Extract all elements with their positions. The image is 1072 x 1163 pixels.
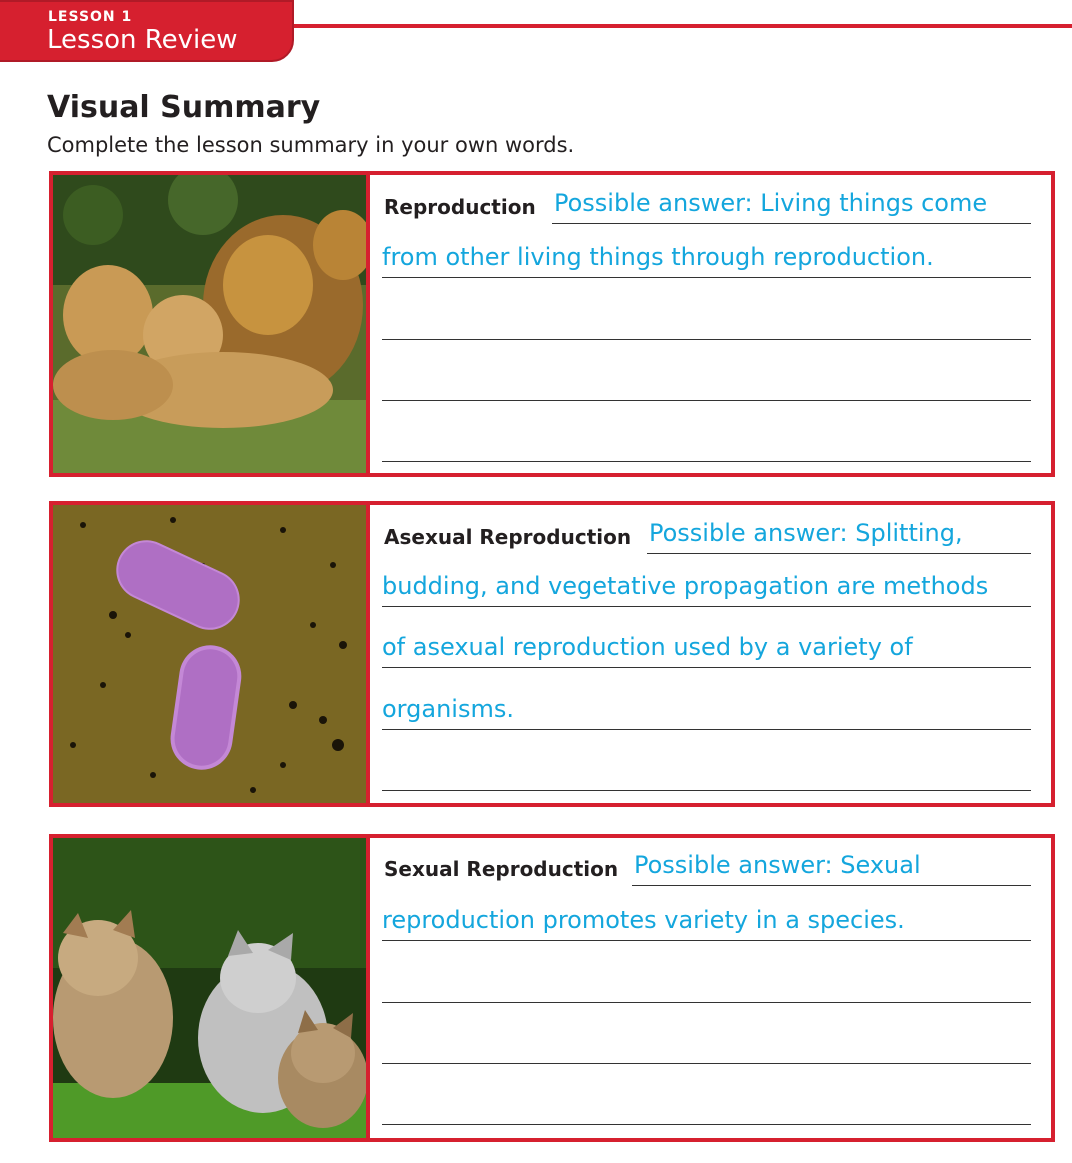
answer-text: Possible answer: Living things come [554,189,988,217]
answer-line-5[interactable] [382,731,1031,791]
answer-text: from other living things through reproduction. [382,243,934,271]
answer-line-2[interactable] [382,881,1031,941]
answer-line-1[interactable] [382,494,1031,554]
panel-label: Reproduction [384,195,536,219]
answer-line-2[interactable] [382,218,1031,278]
answer-line-2[interactable] [382,547,1031,607]
answer-line-3[interactable] [382,280,1031,340]
lesson-number: LESSON 1 [48,9,133,25]
summary-panel-reproduction [49,171,1055,477]
answer-line-1[interactable] [382,826,1031,886]
answer-line-1[interactable] [382,164,1031,224]
answer-line-4[interactable] [382,341,1031,401]
answer-text: of asexual reproduction used by a variety of [382,633,913,661]
bacterium-photo [53,505,370,803]
lesson-title: Lesson Review [47,25,238,55]
answer-text: budding, and vegetative propagation are methods [382,572,989,600]
answer-line-5[interactable] [382,1065,1031,1125]
answer-line-4[interactable] [382,670,1031,730]
answer-text: Possible answer: Sexual [634,851,921,879]
panel-label: Sexual Reproduction [384,857,619,881]
answer-text: organisms. [382,695,514,723]
summary-panel-asexual-reproduction [49,501,1055,807]
summary-panel-sexual-reproduction [49,834,1055,1142]
answer-line-5[interactable] [382,402,1031,462]
answer-line-4[interactable] [382,1004,1031,1064]
answer-line-3[interactable] [382,943,1031,1003]
answer-text: Possible answer: Splitting, [649,519,963,547]
kittens-photo [53,838,370,1138]
header-rule [290,24,1072,28]
answer-line-3[interactable] [382,608,1031,668]
instructions: Complete the lesson summary in your own words. [47,133,575,157]
answer-text: reproduction promotes variety in a species. [382,906,905,934]
panel-label: Asexual Reproduction [384,525,632,549]
section-heading: Visual Summary [47,90,321,125]
lions-photo [53,175,370,473]
